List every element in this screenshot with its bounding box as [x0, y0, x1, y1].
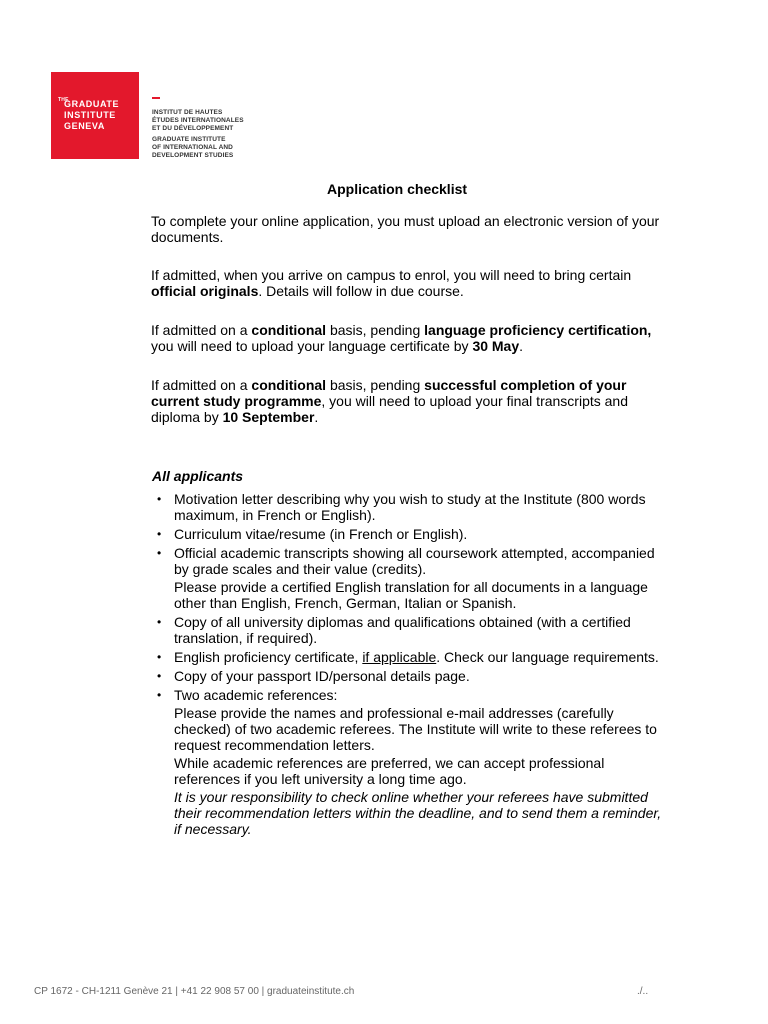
list-item: • Official academic transcripts showing all coursework attempted, accompanied by grade scales and their value (credits). Please provide a certified English translation for all documents in a language other than English, French, German, Italian or Spanish.: [157, 545, 655, 611]
institute-names: [152, 72, 256, 159]
section-heading: All applicants: [152, 468, 244, 484]
if-applicable-link[interactable]: if applicable: [362, 649, 437, 665]
list-item: • Copy of your passport ID/personal details page.: [157, 668, 470, 684]
page-continuation: ./..: [637, 986, 649, 997]
list-item: • Two academic references: Please provide the names and professional e-mail addresses (carefully checked) of two academic referees. The Institute will write to these referees to request recommendation letters. While academic references are preferred, we can accept professional references if you left university a long time ago. It is your responsibility to check online whether your referees have submitted their recommendation letters within the deadline, and to send them a reminder, if necessary.: [157, 687, 662, 837]
list-item: • Copy of all university diplomas and qualifications obtained (with a certified translation, if required).: [157, 614, 631, 646]
checklist: [152, 491, 672, 840]
originals-paragraph: If admitted, when you arrive on campus to enrol, you will need to bring certain official originals. Details will follow in due course.: [151, 267, 632, 299]
intro-paragraph: To complete your online application, you must upload an electronic version of your documents.: [151, 213, 660, 245]
list-item: • English proficiency certificate, if applicable. Check our language requirements.: [157, 649, 659, 665]
footer-address: CP 1672 - CH-1211 Genève 21 | +41 22 908 57 00 | graduateinstitute.ch: [34, 986, 355, 997]
language-conditional-paragraph: If admitted on a conditional basis, pending language proficiency certification, you will need to upload your language certificate by 30 May.: [151, 322, 652, 354]
institute-logo: [51, 72, 139, 159]
list-item: • Motivation letter describing why you wish to study at the Institute (800 words maximum, in French or English).: [157, 491, 646, 523]
study-conditional-paragraph: If admitted on a conditional basis, pending successful completion of your current study programme, you will need to upload your final transcripts and diploma by 10 September.: [151, 377, 628, 425]
page-title: Application checklist: [327, 181, 468, 197]
logo-wordmark: GRADUATE INSTITUTE GENEVA: [64, 99, 120, 131]
list-item: • Curriculum vitae/resume (in French or English).: [157, 526, 468, 542]
logo-the-text: THE: [58, 97, 69, 103]
institute-name-french: INSTITUT DE HAUTES ÉTUDES INTERNATIONALES ET DU DÉVELOPPEMENT: [152, 109, 244, 133]
institute-name-english: GRADUATE INSTITUTE OF INTERNATIONAL AND DEVELOPMENT STUDIES: [152, 136, 234, 160]
logo-accent-dash: [152, 97, 160, 99]
